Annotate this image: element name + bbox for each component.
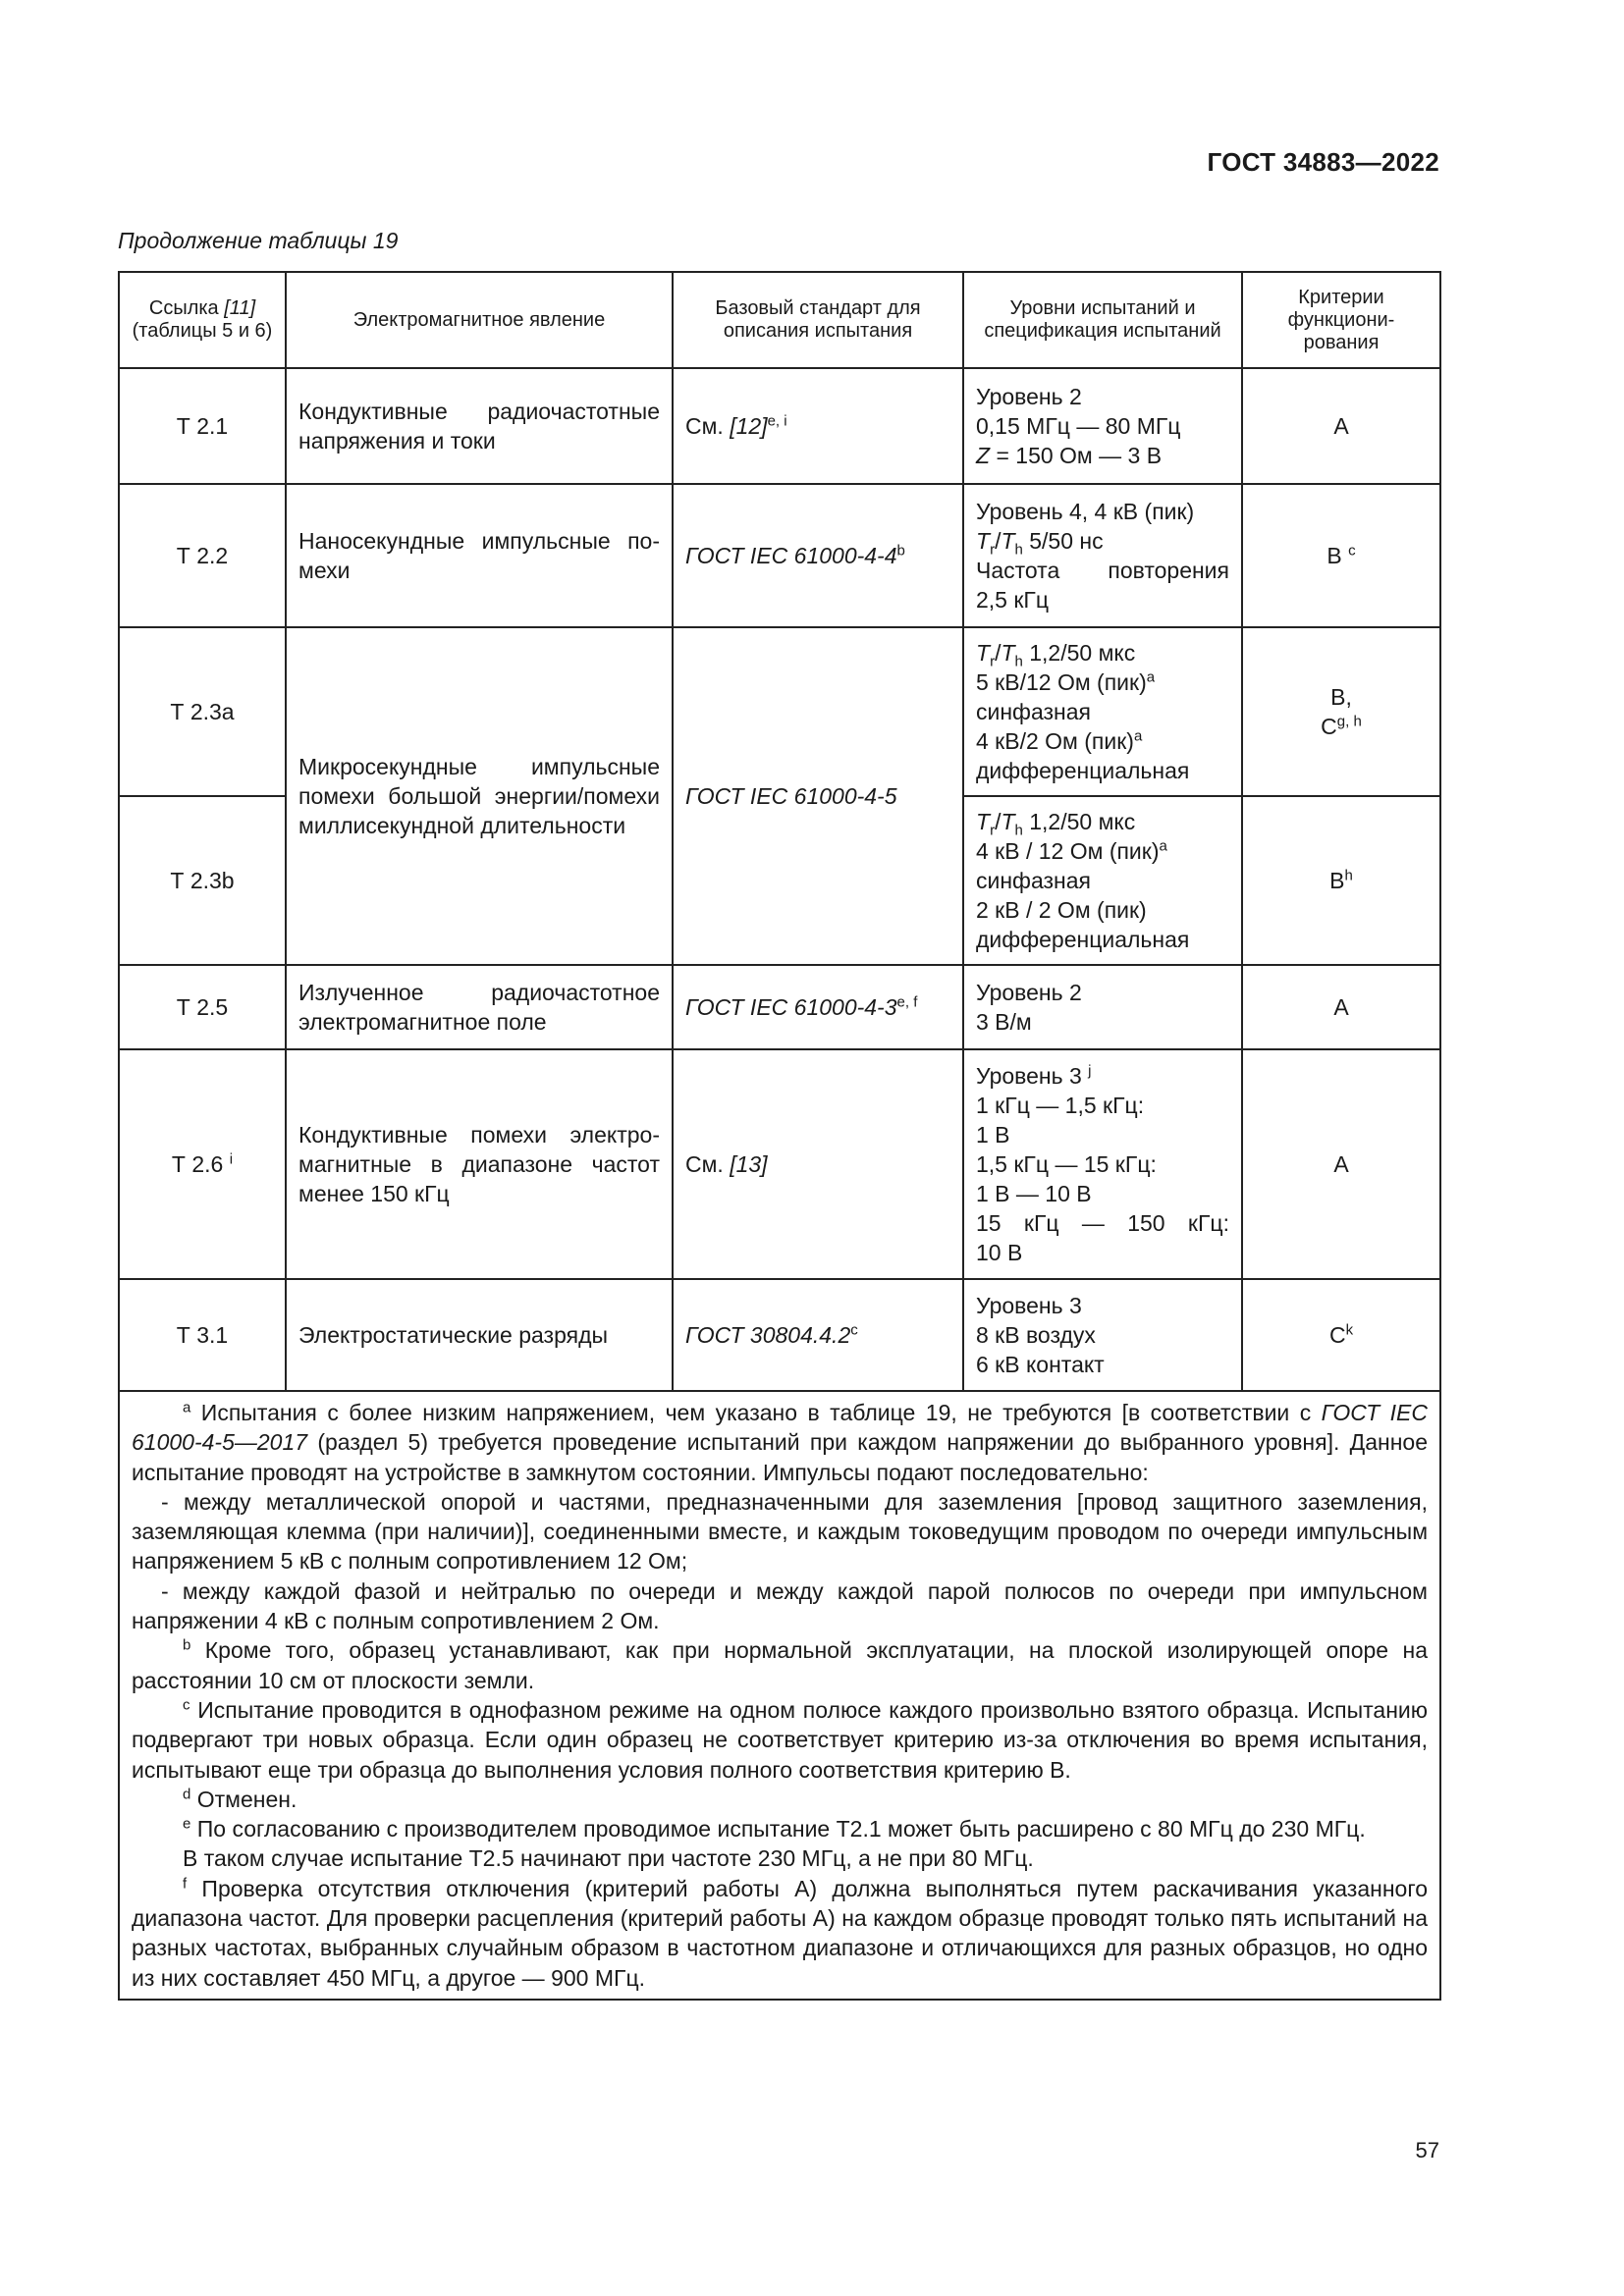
requirements-table [118,271,1441,2001]
levels-cell: $T_r/T_h$ 1,2/50 мкс 4 кВ / 12 Ом (пик)$^a$ синфазная 2 кВ / 2 Ом (пик) дифференциальная [963,796,1242,965]
standard-cell: См. [13] [673,1049,963,1279]
standard-cell: ГОСТ 30804.4.2$^c$ [673,1279,963,1391]
table-row [119,1049,1440,1279]
phenomenon-cell: Кондуктивные радиочастотные напряжения и токи [286,368,673,484]
note-d: $^d$ Отменен. [183,1786,298,1812]
ref-cell: Т 3.1 [119,1279,286,1391]
standard-cell: См. $[12]^{e, i}$ [673,368,963,484]
phenomenon-cell: Излученное радиочастотное электромагнитное поле [286,965,673,1049]
phenomenon-cell: Электростатические разряды [286,1279,673,1391]
table-row [119,965,1440,1049]
table-caption: Продолжение таблицы 19 [118,228,399,253]
table-row [119,1279,1440,1391]
standard-cell: ГОСТ IEC 61000-4-4$^b$ [673,484,963,627]
note-a: $^a$ Испытания с более низким напряжением, чем указано в таблице 19, не требуются [в соответствии с ГОСТ IEC 61000-4-5—2017 (раздел 5) требуется проведение испытаний при каждом напряжении до выбранного уровня]. Данное испытание проводят на устройстве в замкнутом состоянии. Импульсы подают последовательно: [132,1399,1429,1485]
ref-cell: Т 2.5 [119,965,286,1049]
levels-cell: $T_r/T_h$ 1,2/50 мкс 5 кВ/12 Ом (пик)$^a$ синфазная 4 кВ/2 Ом (пик)$^a$ дифференциальная [963,627,1242,796]
ref-cell: Т 2.2 [119,484,286,627]
page-number: 57 [1415,2138,1439,2163]
levels-cell: Уровень 3 $^j$ 1 кГц — 1,5 кГц: 1 В 1,5 кГц — 15 кГц: 1 В — 10 В 15 кГц — 150 кГц: 10 В [963,1049,1242,1279]
ref-cell: Т 2.3b [119,796,286,965]
ref-cell: Т 2.3а [119,627,286,796]
table-row [119,627,1440,796]
note-a-bullet-2: - между каждой фазой и нейтралью по очереди и между каждой парой полюсов по очереди при импульсном напряжении 4 кВ с полным сопротивлением 2 Ом. [132,1577,1428,1634]
criteria-cell: В $^c$ [1242,484,1440,627]
phenomenon-cell: Наносекундные импульсные по- мехи [286,484,673,627]
note-a-bullet-1: - между металлической опорой и частями, предназначенными для заземления [провод защитного заземления, заземляющая клемма (при наличии)], соединенными вместе, и каждым токоведущим проводом по очереди импульсным напряжением 5 кВ с полным сопротивлением 12 Ом; [132,1488,1428,1575]
criteria-cell: $С^k$ [1242,1279,1440,1391]
phenomenon-cell: Кондуктивные помехи электро- магнитные в диапазоне частот менее 150 кГц [286,1049,673,1279]
criteria-cell: $В^h$ [1242,796,1440,965]
table-notes [119,1391,1440,2000]
criteria-cell: А [1242,965,1440,1049]
ref-cell: Т 2.6 $^i$ [119,1049,286,1279]
levels-cell: Уровень 2 0,15 МГц — 80 МГц Z = 150 Ом — 3 В [963,368,1242,484]
header-phenomenon: Электромагнитное явление [286,272,673,368]
table-notes-row [119,1391,1440,2000]
header-criteria: Критерии функциони- рования [1242,272,1440,368]
criteria-cell: А [1242,1049,1440,1279]
levels-cell: Уровень 2 3 В/м [963,965,1242,1049]
header-levels: Уровни испытаний и спецификация испытаний [963,272,1242,368]
table-header-row [119,272,1440,368]
levels-cell: Уровень 3 8 кВ воздух 6 кВ контакт [963,1279,1242,1391]
note-e-continued: В таком случае испытание Т2.5 начинают при частоте 230 МГц, а не при 80 МГц. [183,1845,1034,1872]
header-standard: Базовый стандарт для описания испытания [673,272,963,368]
criteria-cell: В, С$^{g, h}$ [1242,627,1440,796]
criteria-cell: А [1242,368,1440,484]
document-code: ГОСТ 34883—2022 [1207,147,1439,177]
note-e: $^e$ По согласованию с производителем проводимое испытание Т2.1 может быть расширено с 80 МГц до 230 МГц. [183,1815,1366,1842]
standard-cell: ГОСТ IEC 61000-4-3$^{e, f}$ [673,965,963,1049]
note-f: $^f$ Проверка отсутствия отключения (критерий работы А) должна выполняться путем раскачивания указанного диапазона частот. Для проверки расцепления (критерий работы А) на каждом образце проводят только пять испытаний на разных частотах, выбранных случайным образом в частотном диапазоне и отличающихся для разных образцов, но одно из них составляет 450 МГц, а другое — 900 МГц. [132,1875,1429,1991]
ref-cell: Т 2.1 [119,368,286,484]
table-row [119,368,1440,484]
table-row [119,484,1440,627]
levels-cell: Уровень 4, 4 кВ (пик) $T_r/T_h$ 5/50 нс Частота повторения 2,5 кГц [963,484,1242,627]
note-c: $^c$ Испытание проводится в однофазном режиме на одном полюсе каждого произвольно взятого образца. Испытанию подвергают три новых образца. Если один образец не соответствует критерию из-за отключения во время испытания, испытывают еще три образца до выполнения условия полного соответствия критерию В. [132,1696,1429,1783]
phenomenon-cell: Микросекундные импульсные помехи большой энергии/помехи миллисекундной длительности [286,627,673,965]
note-b: $^b$ Кроме того, образец устанавливают, как при нормальной эксплуатации, на плоской изолирующей опоре на расстоянии 10 см от плоскости земли. [132,1636,1429,1693]
header-reference: Ссылка [11] (таблицы 5 и 6) [119,272,286,368]
standard-cell: ГОСТ IEC 61000-4-5 [673,627,963,965]
